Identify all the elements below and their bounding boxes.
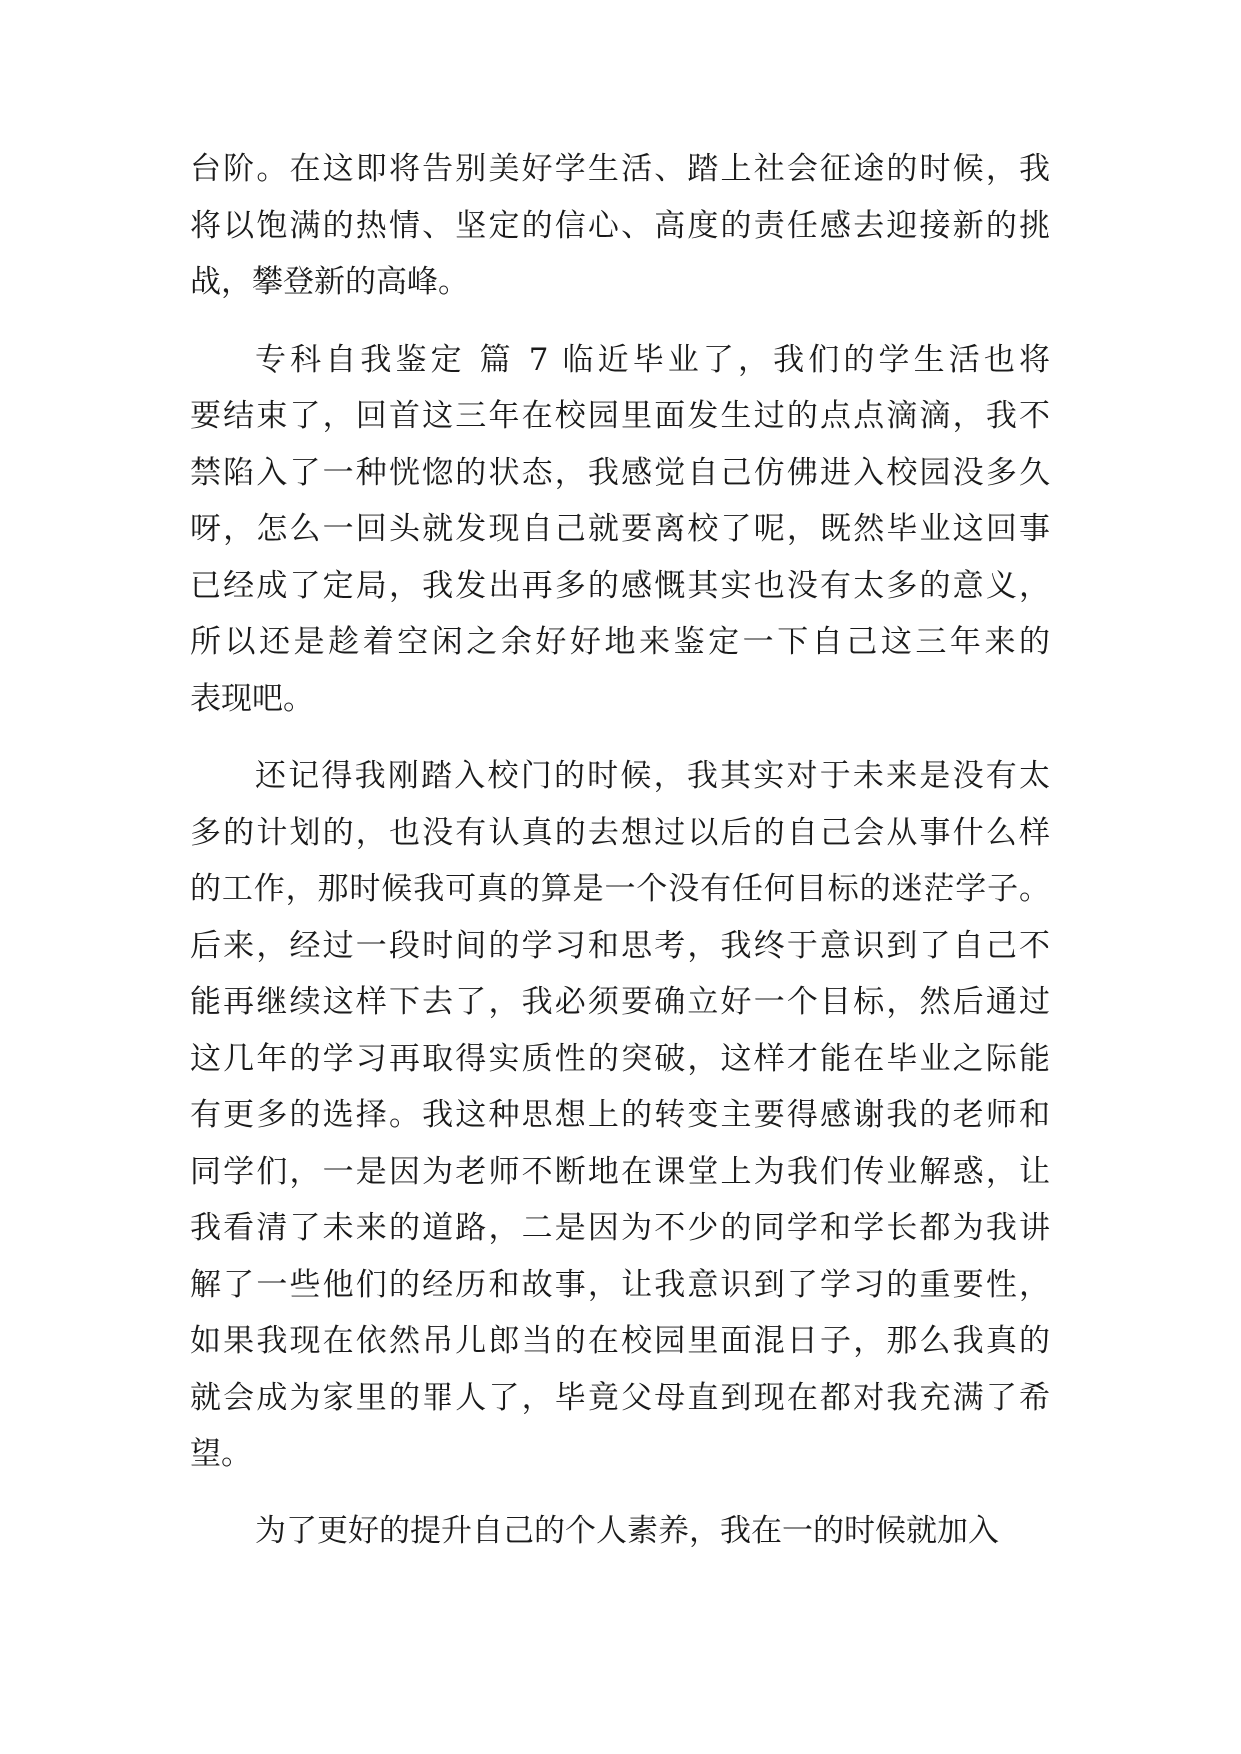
text-line: 望。	[190, 1436, 252, 1472]
text-line: 战，攀登新的高峰。	[190, 264, 469, 300]
text-line: 台阶。在这即将告别美好学生活、踏上社会征途的时候，我	[190, 151, 1050, 187]
text-line: 所以还是趁着空闲之余好好地来鉴定一下自己这三年来的	[190, 624, 1050, 660]
text-line: 的工作，那时候我可真的算是一个没有任何目标的迷茫学子。	[190, 871, 1050, 907]
text-line: 要结束了，回首这三年在校园里面发生过的点点滴滴，我不	[190, 398, 1050, 434]
section-heading-line: 专科自我鉴定 篇 7 临近毕业了，我们的学生活也将	[255, 342, 1050, 378]
text-line: 解了一些他们的经历和故事，让我意识到了学习的重要性，	[190, 1267, 1050, 1303]
text-line: 还记得我刚踏入校门的时候，我其实对于未来是没有太	[255, 758, 1050, 794]
text-line: 这几年的学习再取得实质性的突破，这样才能在毕业之际能	[190, 1041, 1050, 1077]
text-line: 将以饱满的热情、坚定的信心、高度的责任感去迎接新的挑	[190, 208, 1050, 244]
text-line: 我看清了未来的道路，二是因为不少的同学和学长都为我讲	[190, 1210, 1050, 1246]
text-line: 如果我现在依然吊儿郎当的在校园里面混日子，那么我真的	[190, 1323, 1050, 1359]
text-line: 已经成了定局，我发出再多的感慨其实也没有太多的意义，	[190, 568, 1050, 604]
text-line: 多的计划的，也没有认真的去想过以后的自己会从事什么样	[190, 815, 1050, 851]
text-line: 同学们，一是因为老师不断地在课堂上为我们传业解惑，让	[190, 1154, 1050, 1190]
text-line: 就会成为家里的罪人了，毕竟父母直到现在都对我充满了希	[190, 1380, 1050, 1416]
text-line: 有更多的选择。我这种思想上的转变主要得感谢我的老师和	[190, 1097, 1050, 1133]
text-line: 为了更好的提升自己的个人素养，我在一的时候就加入	[255, 1513, 999, 1549]
text-line: 后来，经过一段时间的学习和思考，我终于意识到了自己不	[190, 928, 1050, 964]
text-line: 呀，怎么一回头就发现自己就要离校了呢，既然毕业这回事	[190, 511, 1050, 547]
text-line: 表现吧。	[190, 681, 314, 717]
text-line: 禁陷入了一种恍惚的状态，我感觉自己仿佛进入校园没多久	[190, 455, 1050, 491]
text-line: 能再继续这样下去了，我必须要确立好一个目标，然后通过	[190, 984, 1050, 1020]
